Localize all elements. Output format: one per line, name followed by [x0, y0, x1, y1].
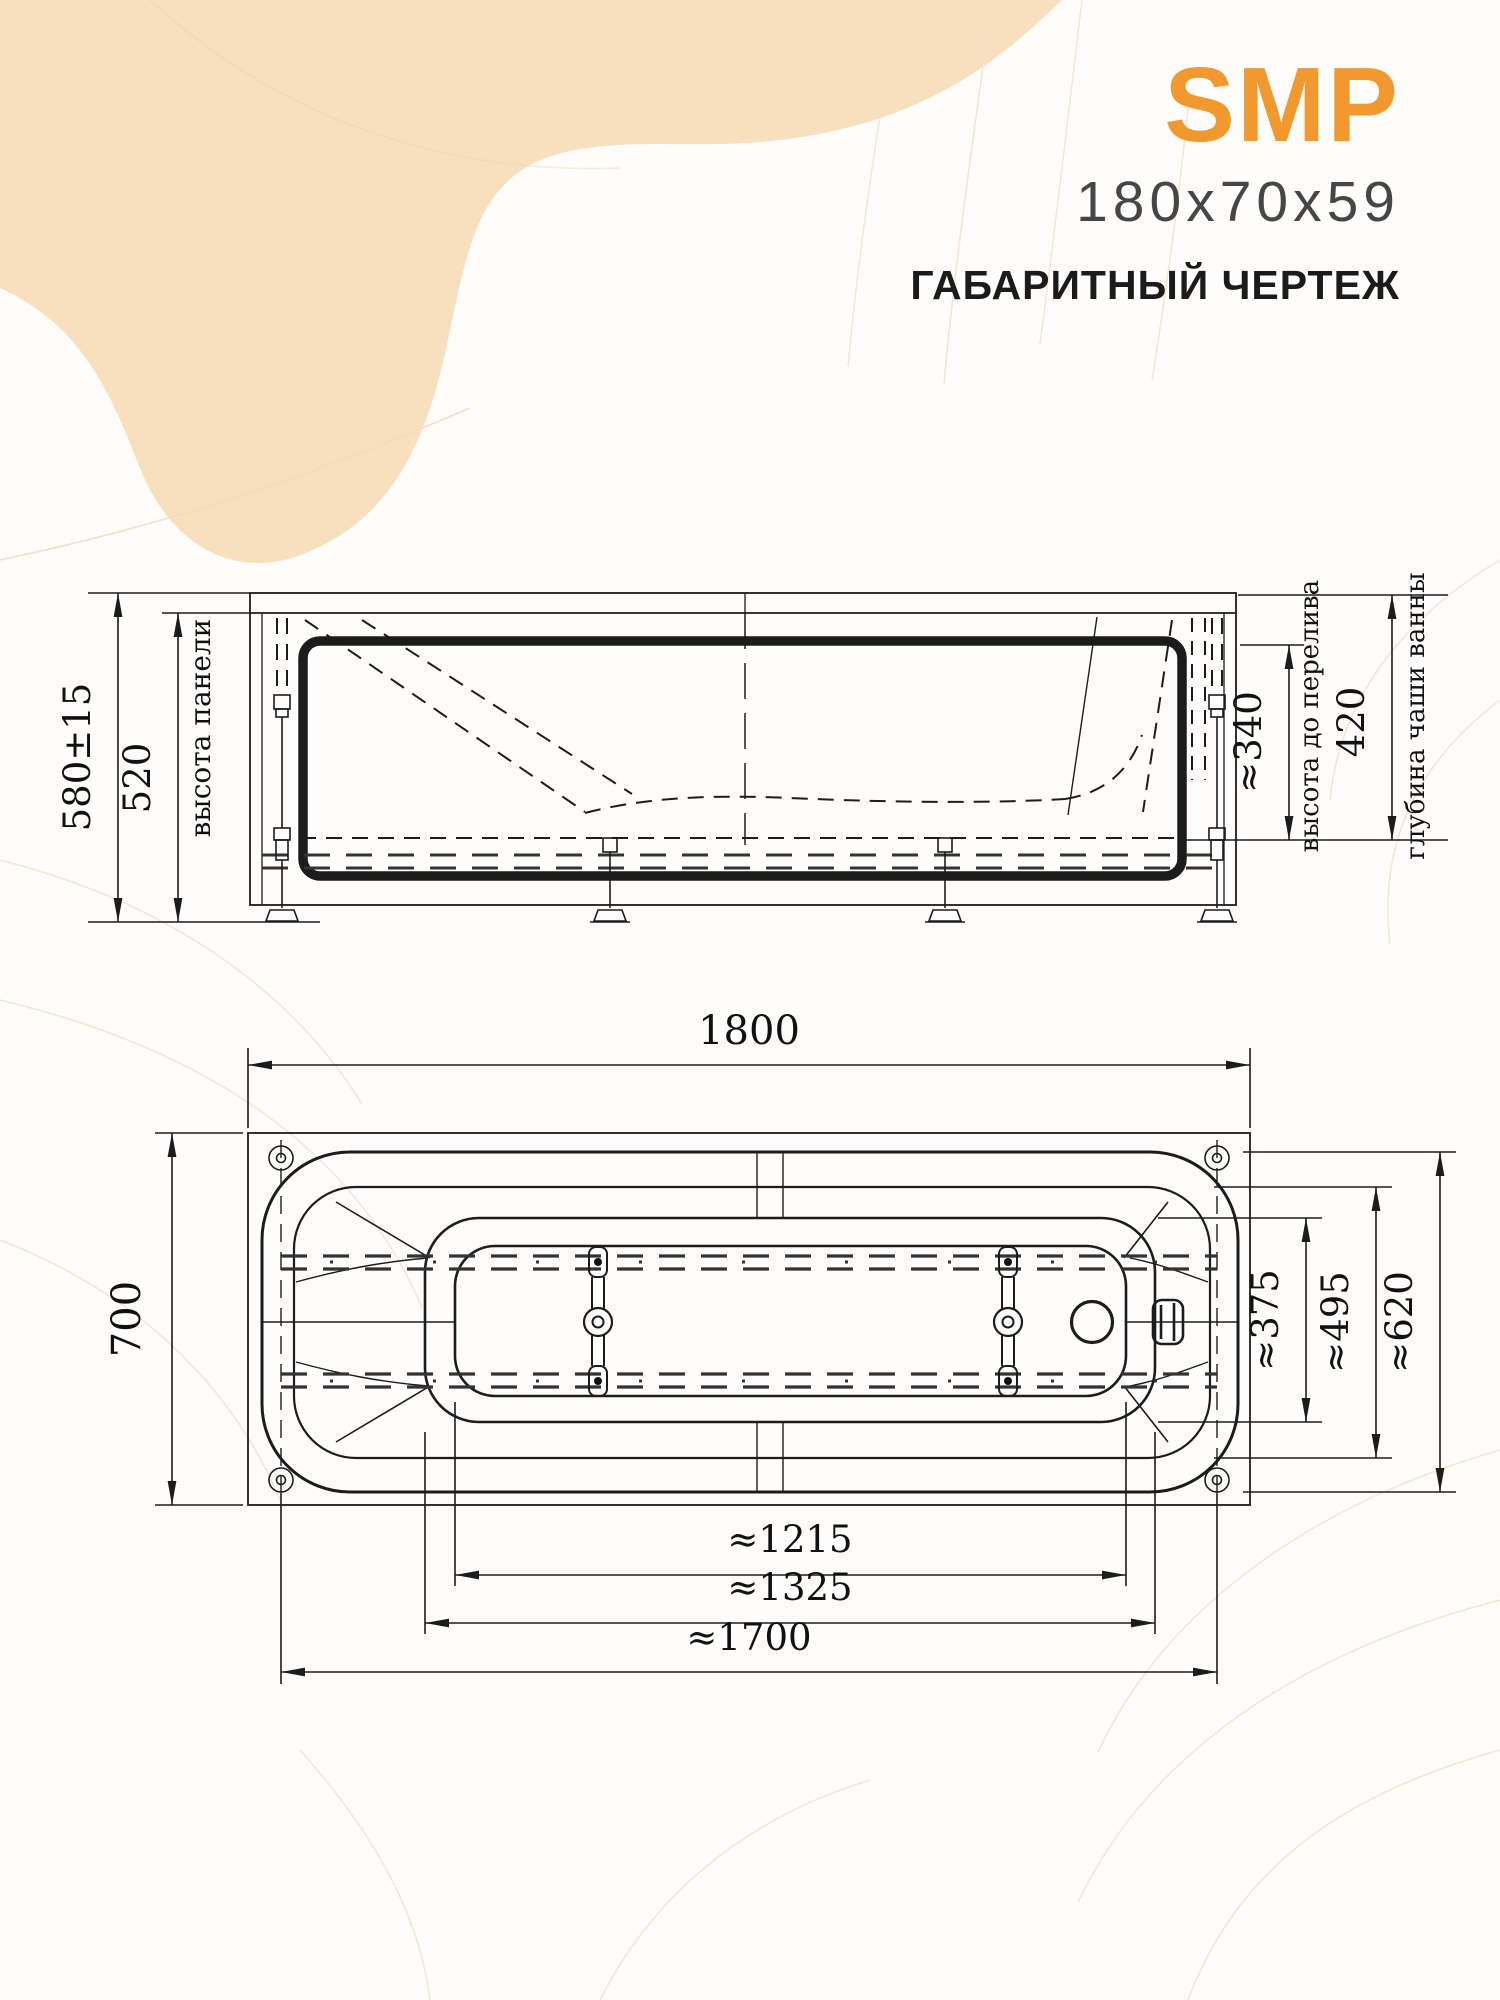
dim-mid-width: ≈495 [1314, 1271, 1357, 1373]
dim-width: 700 [104, 1280, 150, 1358]
leg [266, 695, 298, 921]
dim-rim-width: ≈620 [1378, 1271, 1421, 1373]
corner-screws [269, 1146, 1229, 1492]
dim-bowl-depth: 420 [1330, 686, 1373, 758]
side-legs [266, 695, 1237, 922]
plan-outer-rect [248, 1133, 1250, 1505]
header [910, 46, 1400, 308]
drawing-title: ГАБАРИТНЫЙ ЧЕРТЕЖ [910, 262, 1400, 308]
side-front-panel [303, 641, 1182, 876]
drain-hole [1072, 1302, 1113, 1343]
label-panel-height: высота панели [184, 618, 217, 838]
dim-bowl-length: ≈1215 [727, 1518, 853, 1561]
dim-overflow-height: ≈340 [1227, 691, 1270, 793]
dim-feet-span: ≈1700 [686, 1616, 812, 1659]
label-bowl-depth: глубина чаши ванны [1401, 572, 1431, 860]
dim-bowl-width: ≈375 [1244, 1269, 1287, 1371]
dim-panel-height: 520 [116, 742, 159, 814]
product-size: 180x70x59 [1076, 170, 1400, 234]
dim-length: 1800 [698, 1008, 800, 1054]
side-frame-rails [262, 855, 1222, 868]
dim-rim-length: ≈1325 [727, 1566, 853, 1609]
rail-dots [330, 1262, 1217, 1381]
label-overflow-height: высота до перелива [1295, 579, 1325, 853]
tub-outlines [262, 1152, 1238, 1492]
product-name: SMP [1164, 46, 1400, 164]
dim-total-height: 580±15 [56, 682, 99, 832]
